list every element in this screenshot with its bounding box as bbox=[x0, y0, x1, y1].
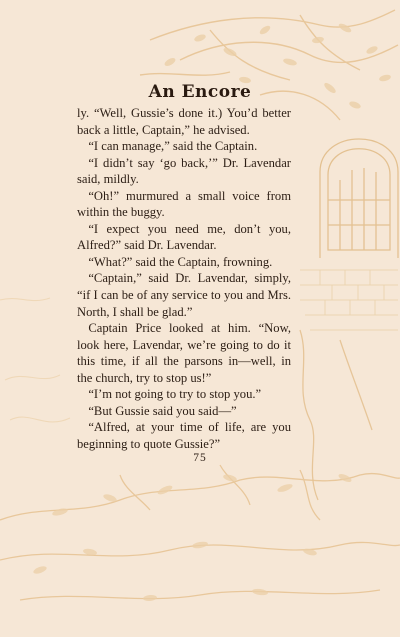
paragraph: “Alfred, at your time of life, are you beginning to quote Gussie?” bbox=[77, 420, 291, 451]
paragraph: “But Gussie said you said—” bbox=[88, 403, 237, 418]
foliage-left bbox=[0, 298, 70, 422]
paragraph: Captain Price looked at him. “Now, look here, Lavendar, we’re going to do it this time, if all the parsons in—well, in the church, try to stop us!” bbox=[77, 321, 291, 385]
paragraph: “What?” said the Captain, frowning. bbox=[88, 254, 273, 269]
foliage-bottom bbox=[0, 465, 400, 600]
leaves-bottom bbox=[32, 472, 352, 601]
running-header: An Encore bbox=[148, 82, 252, 102]
wall-bricks bbox=[300, 270, 398, 330]
paragraph: “I didn’t say ‘go back,’” Dr. Lavendar said, mildly. bbox=[77, 155, 291, 187]
paragraph: ly. “Well, Gussie’s done it.) You’d better back a little, Captain,” he advised. bbox=[77, 106, 291, 137]
body-text bbox=[77, 105, 291, 452]
paragraph: “I’m not going to try to stop you.” bbox=[88, 387, 262, 402]
paragraph: “Oh!” murmured a small voice from within the buggy. bbox=[77, 188, 291, 220]
paragraph: “Captain,” said Dr. Lavendar, simply, “if I can be of any service to you and Mrs. North, I shall be glad.” bbox=[77, 271, 291, 319]
paragraph: “I can manage,” said the Captain. bbox=[88, 139, 258, 154]
page-number: 75 bbox=[193, 452, 207, 464]
paragraph: “I expect you need me, don’t you, Alfred?” said Dr. Lavendar. bbox=[77, 221, 291, 253]
brick-window bbox=[320, 139, 398, 258]
